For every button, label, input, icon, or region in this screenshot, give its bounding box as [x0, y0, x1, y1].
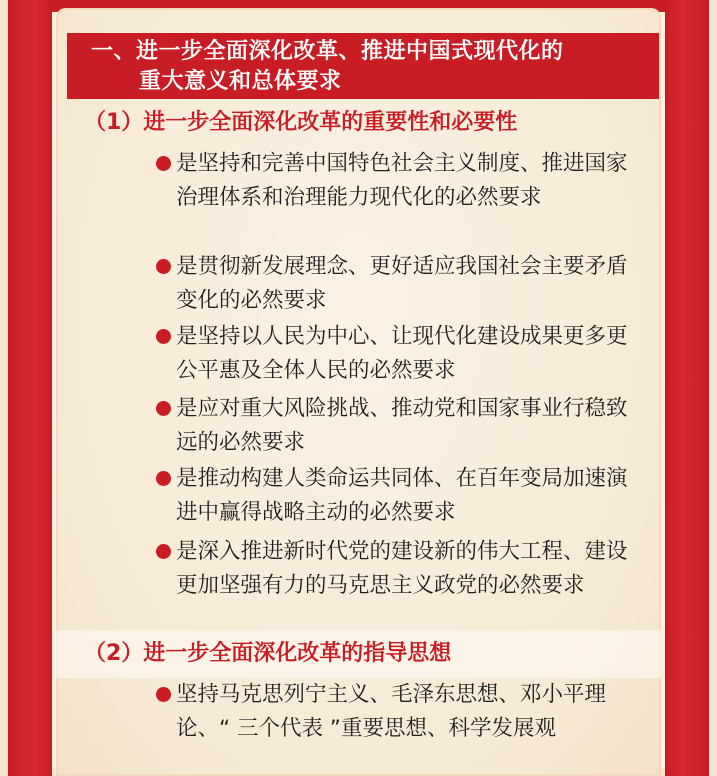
list-item	[156, 250, 636, 318]
list-item	[156, 535, 636, 603]
section-title-line1: 一、进一步全面深化改革、推进中国式现代化的	[91, 39, 564, 64]
red-frame-left	[8, 0, 52, 776]
list-item-text: 是深入推进新时代党的建设新的伟大工程、建设更加坚强有力的马克思主义政党的必然要求	[176, 539, 628, 598]
list-item	[156, 147, 636, 215]
list-item	[156, 678, 636, 746]
red-frame-right	[665, 0, 709, 776]
list-item-text: 坚持马克思列宁主义、毛泽东思想、邓小平理论、“ 三个代表 ”重要思想、科学发展观	[176, 682, 607, 741]
subsection-heading-1: （1）进一步全面深化改革的重要性和必要性	[84, 110, 518, 135]
list-item	[156, 320, 636, 388]
list-item-text: 是贯彻新发展理念、更好适应我国社会主要矛盾变化的必然要求	[176, 254, 628, 313]
bullet-dot-icon	[156, 471, 171, 486]
bullet-dot-icon	[156, 544, 171, 559]
bullet-dot-icon	[156, 156, 171, 171]
list-item-text: 是应对重大风险挑战、推动党和国家事业行稳致远的必然要求	[176, 396, 628, 455]
list-item-text: 是坚持以人民为中心、让现代化建设成果更多更公平惠及全体人民的必然要求	[176, 324, 628, 383]
bullet-dot-icon	[156, 329, 171, 344]
bullet-dot-icon	[156, 259, 171, 274]
subsection-heading-2: （2）进一步全面深化改革的指导思想	[84, 641, 452, 666]
section-title-line2: 重大意义和总体要求	[139, 69, 342, 94]
list-item	[156, 392, 636, 460]
bullet-dot-icon	[156, 687, 171, 702]
list-item-text: 是推动构建人类命运共同体、在百年变局加速演进中赢得战略主动的必然要求	[176, 466, 628, 525]
list-item-text: 是坚持和完善中国特色社会主义制度、推进国家治理体系和治理能力现代化的必然要求	[176, 151, 628, 210]
section-header	[67, 33, 659, 99]
bullet-dot-icon	[156, 401, 171, 416]
list-item	[156, 462, 636, 530]
